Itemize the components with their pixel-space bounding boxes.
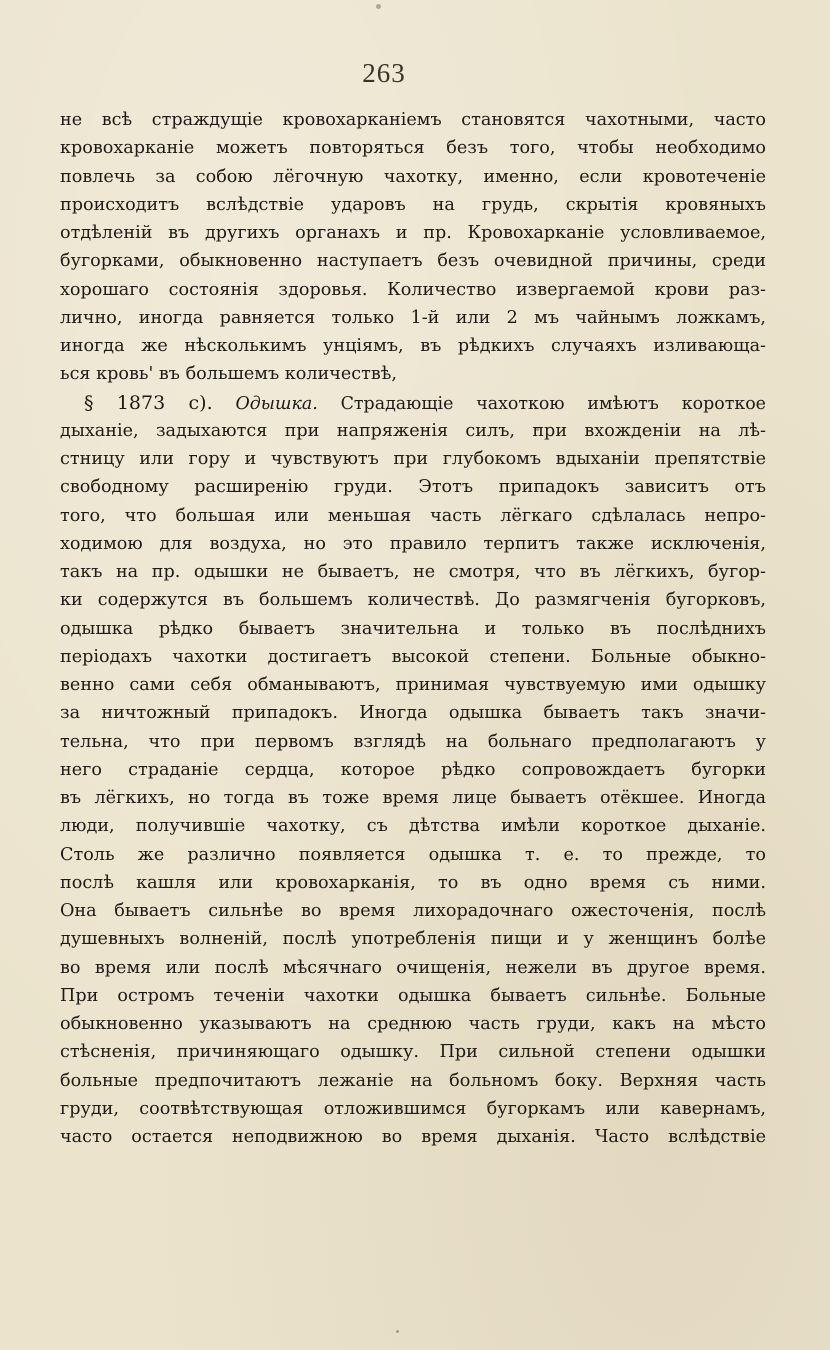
text-line: него страданіе сердца, которое рѣдко сопровождаетъ бугорки: [60, 759, 766, 780]
section-title: Одышка.: [235, 393, 318, 414]
paper-speck: [396, 1330, 399, 1333]
section-odyshka: [60, 389, 766, 1152]
text-line: ки содержутся въ большемъ количествѣ. До размягченія бугорковъ,: [60, 590, 766, 611]
paper-speck: [536, 428, 539, 431]
section-number: § 1873 c).: [84, 391, 213, 414]
body-text: [60, 106, 766, 1151]
text-line: въ лёгкихъ, но тогда въ тоже время лице бываетъ отёкшее. Иногда: [60, 788, 766, 808]
text-line: Столь же различно появляется одышка т. е. то прежде, то: [60, 844, 766, 865]
text-line: отдѣленій въ другихъ органахъ и пр. Кровохарканіе условливаемое,: [60, 223, 766, 243]
text-line: такъ на пр. одышки не бываетъ, не смотря, что въ лёгкихъ, бугор-: [60, 562, 766, 582]
text-line: венно сами себя обманываютъ, принимая чувствуемую ими одышку: [60, 675, 766, 695]
text-line: одышка рѣдко бываетъ значительна и только въ послѣднихъ: [60, 618, 766, 639]
text-line: иногда же нѣсколькимъ унціямъ, въ рѣдкихъ случаяхъ изливающа-: [60, 336, 766, 356]
page-number: 263: [362, 58, 406, 88]
paper-speck: [376, 4, 381, 9]
text-line: кровохарканіе можетъ повторяться безъ того, чтобы необходимо: [60, 138, 766, 159]
text-line: хорошаго состоянія здоровья. Количество извергаемой крови раз-: [60, 279, 766, 300]
text-line: свободному расширенію груди. Этотъ припадокъ зависитъ отъ: [60, 477, 766, 498]
text-line: лично, иногда равняется только 1-й или 2 мъ чайнымъ ложкамъ,: [60, 307, 766, 328]
text-line: груди, соотвѣтствующая отложившимся бугоркамъ или кавернамъ,: [60, 1098, 766, 1119]
text-line: періодахъ чахотки достигаетъ высокой степени. Больные обыкно-: [60, 646, 766, 667]
text-line: не всѣ страждущіе кровохарканіемъ становятся чахотными, часто: [60, 110, 766, 130]
text-line: При остромъ теченіи чахотки одышка бываетъ сильнѣе. Больные: [60, 985, 766, 1006]
text-line: больные предпочитаютъ лежаніе на больномъ боку. Верхняя часть: [60, 1070, 766, 1091]
text-line: тельна, что при первомъ взглядѣ на больнаго предполагаютъ у: [60, 731, 766, 752]
section-heading-line: [60, 389, 766, 417]
text-line: повлечь за собою лёгочную чахотку, именно, если кровотеченіе: [60, 166, 766, 187]
text-line: бугорками, обыкновенно наступаетъ безъ очевидной причины, среди: [60, 251, 766, 272]
text-line: стѣсненія, причиняющаго одышку. При сильной степени одышки: [60, 1042, 766, 1063]
text-line: за ничтожный припадокъ. Иногда одышка бываетъ такъ значи-: [60, 703, 766, 724]
text-line: люди, получившіе чахотку, съ дѣтства имѣли короткое дыханіе.: [60, 816, 766, 837]
text-line: послѣ кашля или кровохарканія, то въ одно время съ ними.: [60, 872, 766, 893]
text-line: обыкновенно указываютъ на среднюю часть груди, какъ на мѣсто: [60, 1014, 766, 1034]
paragraph-kровохарканie: [60, 106, 766, 389]
text-line: душевныхъ волненій, послѣ употребленія пищи и у женщинъ болѣе: [60, 929, 766, 950]
text-line: дыханіе, задыхаются при напряженія силъ, при вхожденіи на лѣ-: [60, 420, 766, 441]
text-line: того, что большая или меньшая часть лёгкаго сдѣлалась непро-: [60, 505, 766, 526]
text-line: ься кровь' въ большемъ количествѣ,: [60, 364, 397, 385]
text-line: во время или послѣ мѣсячнаго очищенія, нежели въ другое время.: [60, 957, 766, 978]
text-line: происходитъ вслѣдствіе ударовъ на грудь, скрытія кровяныхъ: [60, 194, 766, 215]
text-line: часто остается неподвижною во время дыханія. Часто вслѣдствіе: [60, 1127, 766, 1147]
text-line: ходимою для воздуха, но это правило терпитъ также исключенія,: [60, 533, 766, 554]
text-line: стницу или гору и чувствуютъ при глубокомъ вдыханіи препятствіе: [60, 449, 766, 469]
text-line: Она бываетъ сильнѣе во время лихорадочнаго ожесточенія, послѣ: [60, 901, 766, 921]
section-first-line-text: Страдающіе чахоткою имѣютъ короткое: [340, 393, 766, 414]
